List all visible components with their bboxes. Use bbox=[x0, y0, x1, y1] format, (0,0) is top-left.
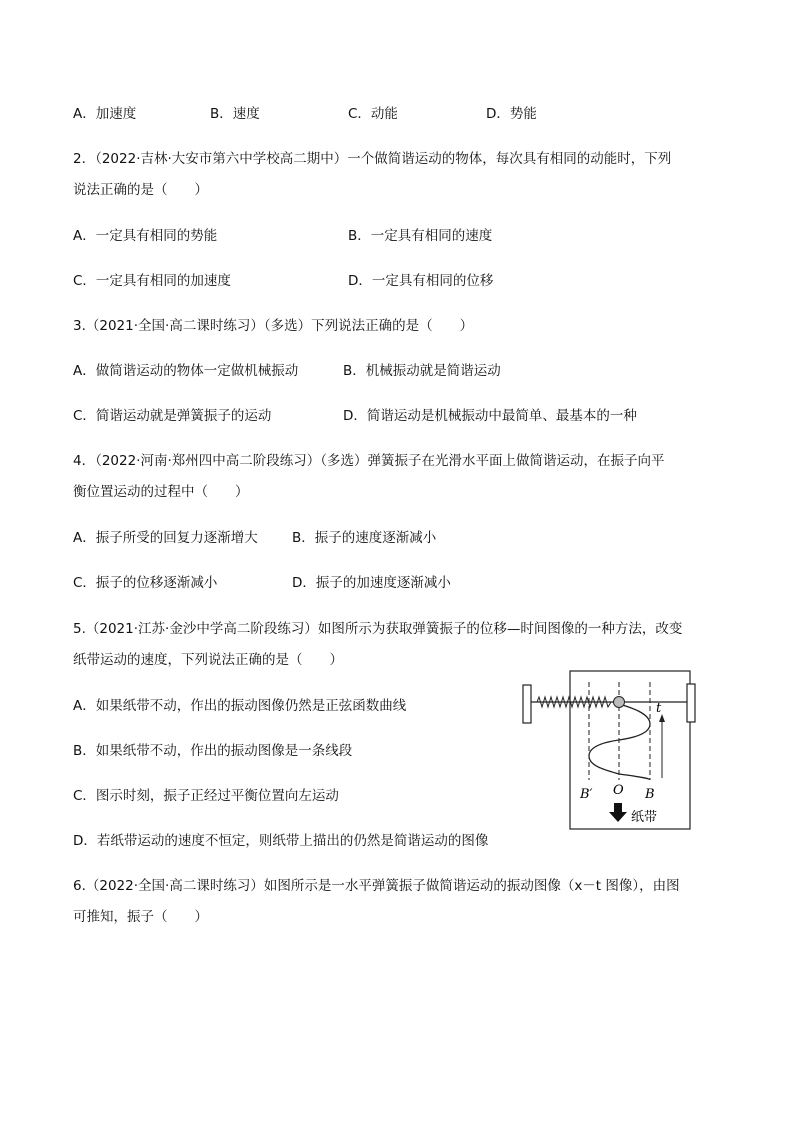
q2-stem-line2: 说法正确的是（ ） bbox=[73, 182, 208, 198]
q5-option-a: A．如果纸带不动，作出的振动图像仍然是正弦函数曲线 bbox=[73, 698, 407, 714]
label-o: O bbox=[613, 783, 624, 798]
q3-option-d: D．简谐运动是机械振动中最简单、最基本的一种 bbox=[343, 408, 637, 424]
q1-option-b: B．速度 bbox=[210, 106, 260, 122]
paper-tape-frame bbox=[570, 671, 690, 829]
q5-option-b: B．如果纸带不动，作出的振动图像是一条线段 bbox=[73, 743, 353, 759]
q1-option-c: C．动能 bbox=[348, 106, 398, 122]
q6-stem-line2: 可推知，振子（ ） bbox=[73, 909, 208, 925]
q2-option-a: A．一定具有相同的势能 bbox=[73, 228, 218, 244]
q1-option-d: D．势能 bbox=[486, 106, 537, 122]
q4-option-a: A．振子所受的回复力逐渐增大 bbox=[73, 530, 258, 546]
q2-option-b: B．一定具有相同的速度 bbox=[348, 228, 493, 244]
q3-option-a: A．做简谐运动的物体一定做机械振动 bbox=[73, 363, 299, 379]
q3-option-b: B．机械振动就是简谐运动 bbox=[343, 363, 501, 379]
q5-stem-line2: 纸带运动的速度，下列说法正确的是（ ） bbox=[73, 652, 343, 668]
label-b: B bbox=[645, 787, 655, 802]
left-wall bbox=[523, 685, 531, 723]
label-paper-tape: 纸带 bbox=[631, 810, 658, 825]
label-t: t bbox=[656, 701, 662, 716]
q4-option-b: B．振子的速度逐渐减小 bbox=[292, 530, 437, 546]
q1-option-a: A．加速度 bbox=[73, 106, 137, 122]
q6-stem-line1: 6.（2022·全国·高二课时练习）如图所示是一水平弹簧振子做简谐运动的振动图像（x－t 图像），由图 bbox=[73, 878, 680, 894]
q4-stem-line1: 4．（2022·河南·郑州四中高二阶段练习）（多选）弹簧振子在光滑水平面上做简谐运动，在振子向平 bbox=[73, 453, 665, 469]
q5-stem-line1: 5.（2021·江苏·金沙中学高二阶段练习）如图所示为获取弹簧振子的位移—时间图像的一种方法，改变 bbox=[73, 621, 683, 637]
q5-option-c: C．图示时刻，振子正经过平衡位置向左运动 bbox=[73, 788, 339, 804]
q2-option-d: D．一定具有相同的位移 bbox=[348, 273, 494, 289]
q3-option-c: C．简谐运动就是弹簧振子的运动 bbox=[73, 408, 272, 424]
oscillator-ball bbox=[614, 697, 625, 708]
tape-down-arrow-icon bbox=[609, 803, 627, 822]
q5-option-d: D．若纸带运动的速度不恒定，则纸带上描出的仍然是简谐运动的图像 bbox=[73, 833, 489, 849]
q4-option-d: D．振子的加速度逐渐减小 bbox=[292, 575, 451, 591]
label-b-prime: B′ bbox=[580, 787, 593, 802]
q3-stem: 3.（2021·全国·高二课时练习）（多选）下列说法正确的是（ ） bbox=[73, 318, 474, 334]
q5-spring-paper-tape-figure bbox=[515, 668, 705, 833]
right-wall bbox=[687, 684, 695, 722]
q2-option-c: C．一定具有相同的加速度 bbox=[73, 273, 231, 289]
q2-stem-line1: 2．（2022·吉林·大安市第六中学校高二期中）一个做简谐运动的物体，每次具有相同的动能时，下列 bbox=[73, 151, 672, 167]
q4-option-c: C．振子的位移逐渐减小 bbox=[73, 575, 218, 591]
q4-stem-line2: 衡位置运动的过程中（ ） bbox=[73, 484, 249, 500]
